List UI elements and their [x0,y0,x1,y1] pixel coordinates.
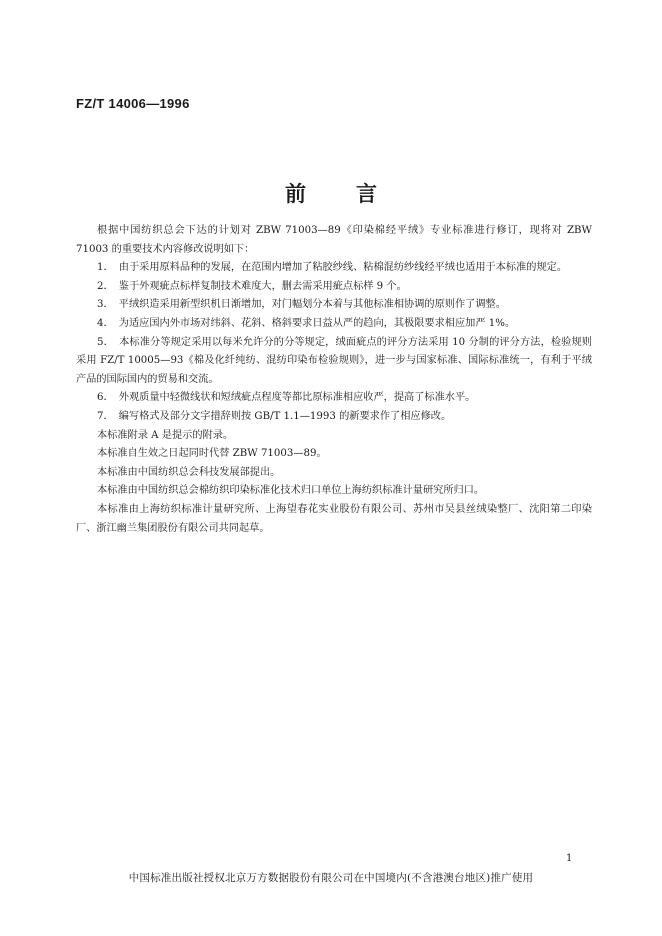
license-footer: 中国标准出版社授权北京万方数据股份有限公司在中国境内(不含港澳台地区)推广使用 [128,872,534,884]
revision-item-4: 4． 为适应国内外市场对纬斜、花斜、格斜要求日益从严的趋向，其极限要求相应加严 1%。 [97,317,516,329]
revision-item-6: 6． 外观质量中轻微线状和短绒疵点程度等都比原标准相应收严，提高了标准水平。 [97,392,476,404]
foreword-body [76,222,592,538]
revision-item-7: 7． 编写格式及部分文字措辞则按 GB/T 1.1—1993 的新要求作了相应修改。 [97,410,452,422]
drafters-note: 本标准由上海纺织标准计量研究所、上海望春花实业股份有限公司、苏州市吴县丝绒染整厂、沈阳第二印染厂、浙江幽兰集团股份有限公司共同起草。 [76,503,592,534]
revision-item-5: 5． 本标准分等规定采用以每米允许分的分等规定，绒面疵点的评分方法采用 10 分制的评分方法，检验规则采用 FZ/T 10005—93《棉及化纤纯纺、混纺印染布检验规则》，进一步与国家标准、国际标准统一，有利于平绒产品的国际国内的贸易和交流。 [76,336,592,385]
standard-code: FZ/T 14006—1996 [76,96,190,111]
page-number: 1 [566,853,573,864]
revision-item-1: 1． 由于采用原料品种的发展，在范围内增加了粘胶纱线、粘棉混纺纱线经平绒也适用于本标准的规定。 [97,262,568,274]
administration-note: 本标准由中国纺织总会棉纺织印染标准化技术归口单位上海纺织标准计量研究所归口。 [97,485,485,497]
intro-paragraph: 根据中国纺织总会下达的计划对 ZBW 71003—89《印染棉经平绒》专业标准进行修订，现将对 ZBW 71003 的重要技术内容修改说明如下： [76,225,592,255]
page-title-part-1: 前 [285,182,306,206]
revision-item-3: 3． 平绒织造采用新型织机日渐增加，对门幅划分本着与其他标准相协调的原则作了调整。 [97,299,506,311]
replacement-note: 本标准自生效之日起同时代替 ZBW 71003—89。 [97,448,327,460]
proposer-note: 本标准由中国纺织总会科技发展部提出。 [97,466,281,478]
appendix-note: 本标准附录 A 是提示的附录。 [97,429,234,441]
revision-item-2: 2． 鉴于外观疵点标样复制技术难度大，删去需采用疵点标样 9 个。 [97,280,407,292]
page-title-part-2: 言 [356,182,377,206]
page-title [0,178,662,208]
